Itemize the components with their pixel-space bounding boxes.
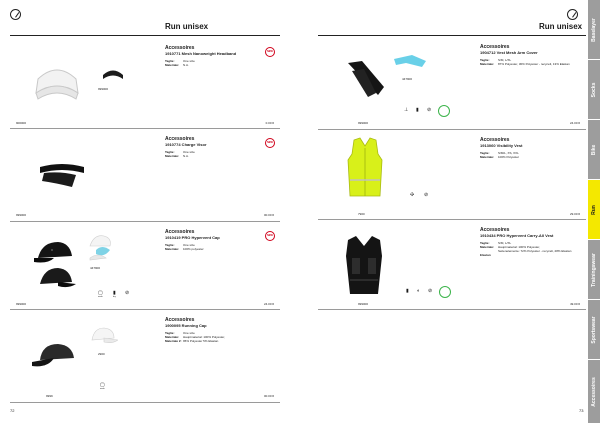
product-card[interactable]: [10, 222, 280, 310]
color-code: 900000: [16, 121, 27, 125]
dry-symbol-icon: ▮ dry: [113, 290, 116, 298]
product-specs: Taglie: S/M/L, XS, XXL Materiale: 100% Polyester: [480, 151, 520, 159]
color-code: 9999: [46, 394, 53, 398]
tab-socks[interactable]: Socks: [588, 60, 600, 120]
product-specs: Taglie: One size Materiale: 100% polyester: [165, 243, 204, 251]
cap-black-front-image: [32, 238, 76, 266]
iron-symbol-icon: ⊘: [428, 288, 433, 294]
product-price: 24.00 €: [569, 121, 580, 125]
wash-symbol-icon: ✣: [410, 192, 415, 198]
brand-logo-icon: [10, 9, 21, 20]
running-cap-white-image: [88, 324, 118, 346]
product-category: Accessoires: [480, 137, 510, 143]
product-category: Accessoires: [165, 45, 195, 51]
product-category: Accessoires: [165, 136, 195, 142]
iron-symbol-icon: ⊘: [125, 290, 130, 296]
tab-trainingswear[interactable]: Trainingswear: [588, 240, 600, 300]
product-name: 1913060 Visibility Vest: [480, 143, 523, 148]
page-title: Run unisex: [539, 22, 583, 31]
product-card[interactable]: [10, 310, 280, 403]
color-code: 999000: [16, 213, 27, 217]
eco-label-icon: [439, 286, 451, 298]
product-card[interactable]: [318, 37, 586, 130]
dry-symbol-icon: ◐: [417, 288, 421, 294]
product-specs: Taglie: S/M, L/XL Materiale: Hauptmaterial: 100% Polyester, Seitenelemente: 72% Polyester - recycelt, 28% Elastan Elastan: [480, 241, 572, 257]
tab-bike[interactable]: Bike: [588, 120, 600, 180]
category-tabs: [588, 0, 600, 424]
visor-image: [36, 159, 88, 191]
arm-cover-blue-image: [392, 53, 428, 71]
product-name: 1910434 PRO Hypervent Carry-All Vest: [480, 233, 554, 238]
color-code: 7900: [358, 212, 365, 216]
title-divider: [318, 35, 586, 36]
product-specs: Taglie: One size Materiale: N.A.: [165, 150, 195, 158]
headband-image: [32, 63, 82, 105]
product-price: 49.00 €: [569, 302, 580, 306]
tab-run[interactable]: Run: [588, 180, 600, 240]
product-specs: Taglie: S/M, L/XL Materiale: 87% Polyester, 30% Polyester - recycelt, 13% Elastan: [480, 58, 570, 66]
page-number: 73: [579, 408, 584, 413]
cap-white-image: [86, 232, 114, 266]
tab-baselayer[interactable]: Baselayer: [588, 0, 600, 60]
color-code: 999000: [16, 302, 27, 306]
color-code: 999000: [358, 302, 369, 306]
product-name: 1904712 Vest Mesh Arm Cover: [480, 50, 538, 55]
tab-sportswear[interactable]: Sportswear: [588, 300, 600, 360]
product-category: Accessoires: [165, 229, 195, 235]
iron-symbol-icon: ⊘: [427, 107, 432, 113]
product-price: 24.00 €: [263, 302, 274, 306]
tab-accessoires[interactable]: Accessoires: [588, 360, 600, 424]
color-code: 447900: [90, 266, 101, 270]
left-page: [0, 0, 292, 424]
running-cap-black-image: [28, 338, 80, 372]
product-specs: Taglie: One size Materiale: Hauptmaterial: 100% Polyester, Materiale 2:95% Polyester 5% Elastan: [165, 331, 226, 343]
product-name: 1910419 PRO Hypervent Cap: [165, 235, 220, 240]
color-code: 2900: [98, 352, 105, 356]
new-badge: NEW: [265, 231, 275, 241]
product-card[interactable]: [10, 37, 280, 129]
color-code: 447900: [402, 77, 413, 81]
arm-cover-black-image: [344, 57, 388, 101]
wash-symbol-icon: ▢ wash: [98, 290, 103, 298]
page-title: Run unisex: [165, 22, 209, 31]
wash-symbol-icon: ⊥: [404, 107, 409, 113]
product-category: Accessoires: [480, 227, 510, 233]
visibility-vest-image: [344, 136, 386, 200]
new-badge: NEW: [265, 47, 275, 57]
right-page: [308, 0, 588, 424]
product-name: 1910771 Mesh Nanoweight Headband: [165, 51, 237, 56]
title-divider: [10, 35, 280, 36]
product-category: Accessoires: [480, 44, 510, 50]
product-price: 00.00 €: [263, 394, 274, 398]
cap-black-side-image: [32, 264, 76, 292]
headband-black-image: [100, 65, 126, 85]
wash-symbol-icon: ▮: [406, 288, 409, 294]
product-name: 1910774 Charge Visor: [165, 142, 207, 147]
brand-logo-icon: [567, 9, 578, 20]
eco-label-icon: [438, 105, 450, 117]
color-code: 999000: [358, 121, 369, 125]
wash-symbol-icon: ▢ wash: [100, 382, 105, 390]
product-category: Accessoires: [165, 317, 195, 323]
product-card[interactable]: [318, 130, 586, 220]
dry-symbol-icon: ⊘: [424, 192, 429, 198]
product-specs: Taglie: One size Materiale: N.A.: [165, 59, 195, 67]
product-card[interactable]: [318, 220, 586, 310]
page-number: 72: [10, 408, 15, 413]
product-price: 29.00 €: [569, 212, 580, 216]
color-code: 999000: [98, 87, 109, 91]
product-price: 00.00 €: [263, 213, 274, 217]
product-name: 1900095 Running Cap: [165, 323, 207, 328]
carry-all-vest-image: [340, 234, 388, 298]
dry-symbol-icon: ▮: [416, 107, 419, 113]
product-price: 0.00 €: [265, 121, 274, 125]
product-card[interactable]: [10, 129, 280, 222]
new-badge: NEW: [265, 138, 275, 148]
